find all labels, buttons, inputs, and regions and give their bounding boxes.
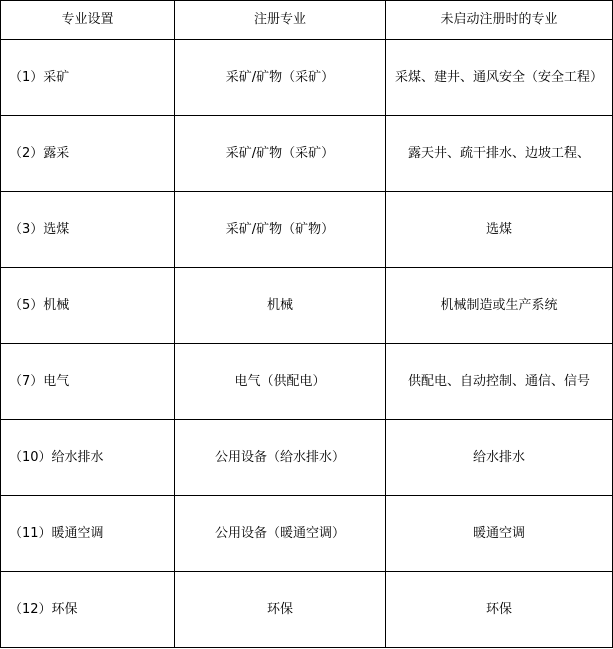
table-row (1, 116, 613, 192)
table-header-row (1, 1, 613, 40)
cell-before-registration: 露天井、疏干排水、边坡工程、 (386, 116, 613, 192)
cell-major: （10）给水排水 (1, 420, 175, 496)
header-major: 专业设置 (1, 1, 175, 40)
cell-major: （7）电气 (1, 344, 175, 420)
table-row (1, 420, 613, 496)
cell-before-registration: 供配电、自动控制、通信、信号 (386, 344, 613, 420)
cell-registered: 采矿/矿物（采矿） (175, 116, 386, 192)
cell-registered: 环保 (175, 572, 386, 648)
table-row (1, 192, 613, 268)
table-row (1, 344, 613, 420)
table-row (1, 268, 613, 344)
table-row (1, 496, 613, 572)
cell-major: （5）机械 (1, 268, 175, 344)
cell-before-registration: 机械制造或生产系统 (386, 268, 613, 344)
cell-registered: 机械 (175, 268, 386, 344)
cell-before-registration: 环保 (386, 572, 613, 648)
cell-registered: 采矿/矿物（采矿） (175, 40, 386, 116)
cell-before-registration: 暖通空调 (386, 496, 613, 572)
cell-registered: 公用设备（给水排水） (175, 420, 386, 496)
cell-major: （12）环保 (1, 572, 175, 648)
table-row (1, 40, 613, 116)
header-before-registration: 未启动注册时的专业 (386, 1, 613, 40)
cell-before-registration: 给水排水 (386, 420, 613, 496)
cell-major: （1）采矿 (1, 40, 175, 116)
header-registered: 注册专业 (175, 1, 386, 40)
cell-registered: 公用设备（暖通空调） (175, 496, 386, 572)
cell-major: （3）选煤 (1, 192, 175, 268)
cell-major: （11）暖通空调 (1, 496, 175, 572)
cell-registered: 电气（供配电） (175, 344, 386, 420)
cell-registered: 采矿/矿物（矿物） (175, 192, 386, 268)
table-row (1, 572, 613, 648)
cell-before-registration: 选煤 (386, 192, 613, 268)
cell-major: （2）露采 (1, 116, 175, 192)
cell-before-registration: 采煤、建井、通风安全（安全工程） (386, 40, 613, 116)
